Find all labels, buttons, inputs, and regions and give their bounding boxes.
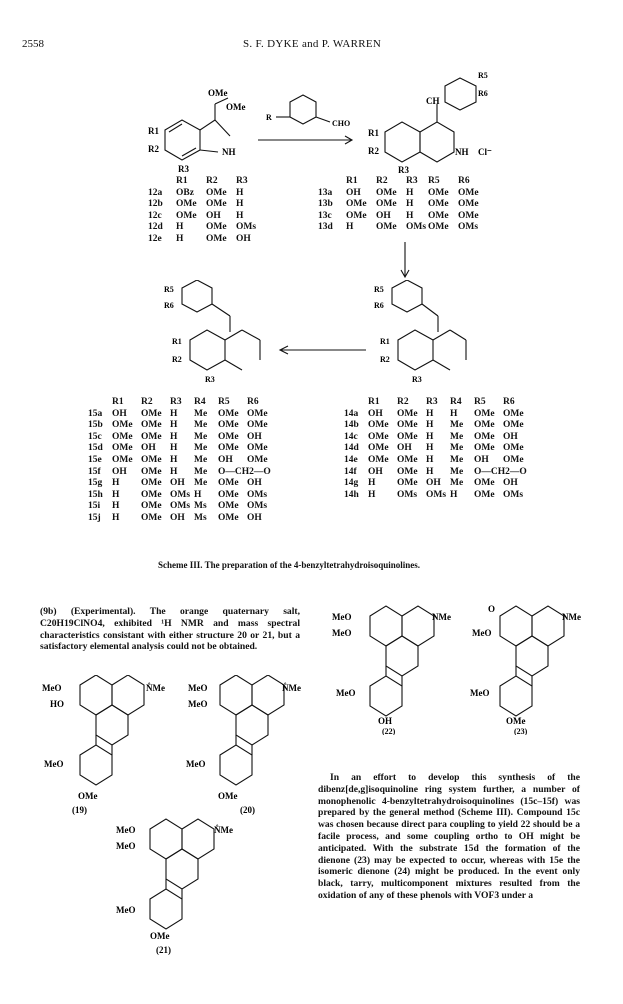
structures-22-23 bbox=[330, 600, 590, 735]
c21-meo-3: MeO bbox=[116, 905, 136, 915]
c20-meo-3: MeO bbox=[186, 759, 206, 769]
right-paragraph: In an effort to develop this synthesis of the dibenz[de,g]isoquinoline ring system further, a number of monophenolic 4-benzyltetrahydroisoquinolines (15c–15f) was prepared by the general method (Scheme III). Compound 15c was chosen because direct para coupling to yield 22 should be a facile process, and some coupling ortho to OH might be anticipated. With the substrate 15d the formation of the dienone (23) may be expected to occur, whereas with 15e the isomeric dienone (24) might be produced. In the event only black, tarry, multicomponent mixtures resulted from the oxidation of any of these phenols with VOF3 under a bbox=[318, 772, 580, 901]
mid-right-r3: R3 bbox=[412, 375, 422, 384]
reaction-scheme-top bbox=[140, 60, 500, 180]
product-r1: R1 bbox=[368, 128, 379, 138]
c19-ome: OMe bbox=[78, 791, 98, 801]
c22-meo-3: MeO bbox=[336, 688, 356, 698]
c19-meo: MeO bbox=[42, 683, 62, 693]
reactant-ome-1: OMe bbox=[208, 88, 228, 98]
mid-right-r1: R1 bbox=[380, 337, 390, 346]
mid-right-r5: R5 bbox=[374, 285, 384, 294]
c22-meo: MeO bbox=[332, 612, 352, 622]
c20-meo: MeO bbox=[188, 683, 208, 693]
mid-left-r3: R3 bbox=[205, 375, 215, 384]
aldehyde-r: R bbox=[266, 113, 272, 122]
table-14: R1 R2 R3 R4 R5 R6 14a OH OMe H H OMe OMe 14b OMe OMe H Me OMe OMe 14c OMe OMe H Me OMe OH 14d OMe OH H Me OMe OMe 14e OMe OMe H Me OH OMe 14f OH OMe H Me O—CH2—O 14g H OMe OH Me OMe OH 14h H OMs OMs H OMe OMs bbox=[344, 397, 527, 500]
c23-meo-2: MeO bbox=[470, 688, 490, 698]
c22-oh: OH bbox=[378, 716, 393, 726]
product-r5: R5 bbox=[478, 71, 488, 80]
table-15: R1 R2 R3 R4 R5 R6 15a OH OMe H Me OMe OMe 15b OMe OMe H Me OMe OMe 15c OMe OMe H Me OMe OH 15d OMe OH H Me OMe OMe 15e OMe OMe H Me OH OMe 15f OH OMe H Me O—CH2—O 15g H OMe OH Me OMe OH 15h H OMe OMs H OMe OMs 15i H OMe OMs Ms OMe OMs 15j H OMe OH Ms OMe OH bbox=[88, 397, 271, 523]
aldehyde-cho: CHO bbox=[332, 119, 351, 128]
c22-nme: NMe bbox=[432, 612, 451, 622]
c21-meo: MeO bbox=[116, 825, 136, 835]
c19-ho: HO bbox=[50, 699, 65, 709]
c21-ome: OMe bbox=[150, 931, 170, 941]
reactant-nh: NH bbox=[222, 147, 236, 157]
product-r2: R2 bbox=[368, 146, 379, 156]
reactant-r1: R1 bbox=[148, 126, 159, 136]
table-13: R1 R2 R3 R5 R6 13a OH OMe H OMe OMe 13b OMe OMe H OMe OMe 13c OMe OH H OMe OMe 13d H OMe OMs OMe OMs bbox=[318, 176, 479, 233]
c19-meo-2: MeO bbox=[44, 759, 64, 769]
running-title: S. F. DYKE and P. WARREN bbox=[243, 38, 382, 50]
scheme-caption: Scheme III. The preparation of the 4-benzyltetrahydroisoquinolines. bbox=[158, 560, 421, 570]
compound-21-label: (21) bbox=[156, 945, 171, 955]
c20-meo-2: MeO bbox=[188, 699, 208, 709]
mid-left-r6: R6 bbox=[164, 301, 174, 310]
left-paragraph: (9b) (Experimental). The orange quaternary salt, C20H19ClNO4, exhibited ¹H NMR and mass spectral characteristics consistant with either structure 20 or 21, but a satisfactory elemental analysis could not be obtained. bbox=[40, 606, 300, 653]
c21-meo-2: MeO bbox=[116, 841, 136, 851]
table-12: R1 R2 R3 12a OBz OMe H 12b OMe OMe H 12c OMe OH H 12d H OMe OMs 12e H OMe OH bbox=[148, 176, 257, 244]
product-ch: CH bbox=[426, 96, 440, 106]
reactant-r2: R2 bbox=[148, 144, 159, 154]
c19-nme: N̊Me bbox=[146, 683, 165, 693]
c21-nme: N̊Me bbox=[214, 825, 233, 835]
reactant-r3: R3 bbox=[178, 164, 189, 174]
c23-ome: OMe bbox=[506, 716, 526, 726]
mid-right-r6: R6 bbox=[374, 301, 384, 310]
mid-right-r2: R2 bbox=[380, 355, 390, 364]
product-chloride: Cl⁻ bbox=[478, 147, 492, 157]
c22-meo-2: MeO bbox=[332, 628, 352, 638]
compound-20-label: (20) bbox=[240, 805, 255, 815]
structures-19-20 bbox=[40, 675, 310, 815]
c23-nme: NMe bbox=[562, 612, 581, 622]
compound-23-label: (23) bbox=[514, 727, 528, 735]
mid-left-r1: R1 bbox=[172, 337, 182, 346]
reaction-scheme-middle bbox=[160, 280, 510, 400]
mid-left-r5: R5 bbox=[164, 285, 174, 294]
c23-o: O bbox=[488, 604, 496, 614]
c20-ome: OMe bbox=[218, 791, 238, 801]
c20-nme: N̊Me bbox=[282, 683, 301, 693]
product-nh: NH bbox=[455, 147, 469, 157]
structure-21 bbox=[110, 815, 250, 955]
reactant-ome-2: OMe bbox=[226, 102, 246, 112]
compound-19-label: (19) bbox=[72, 805, 87, 815]
mid-left-r2: R2 bbox=[172, 355, 182, 364]
down-arrow bbox=[398, 240, 412, 280]
c23-meo: MeO bbox=[472, 628, 492, 638]
product-r3: R3 bbox=[398, 165, 409, 175]
page-number: 2558 bbox=[22, 38, 44, 50]
compound-22-label: (22) bbox=[382, 727, 396, 735]
product-r6: R6 bbox=[478, 89, 488, 98]
